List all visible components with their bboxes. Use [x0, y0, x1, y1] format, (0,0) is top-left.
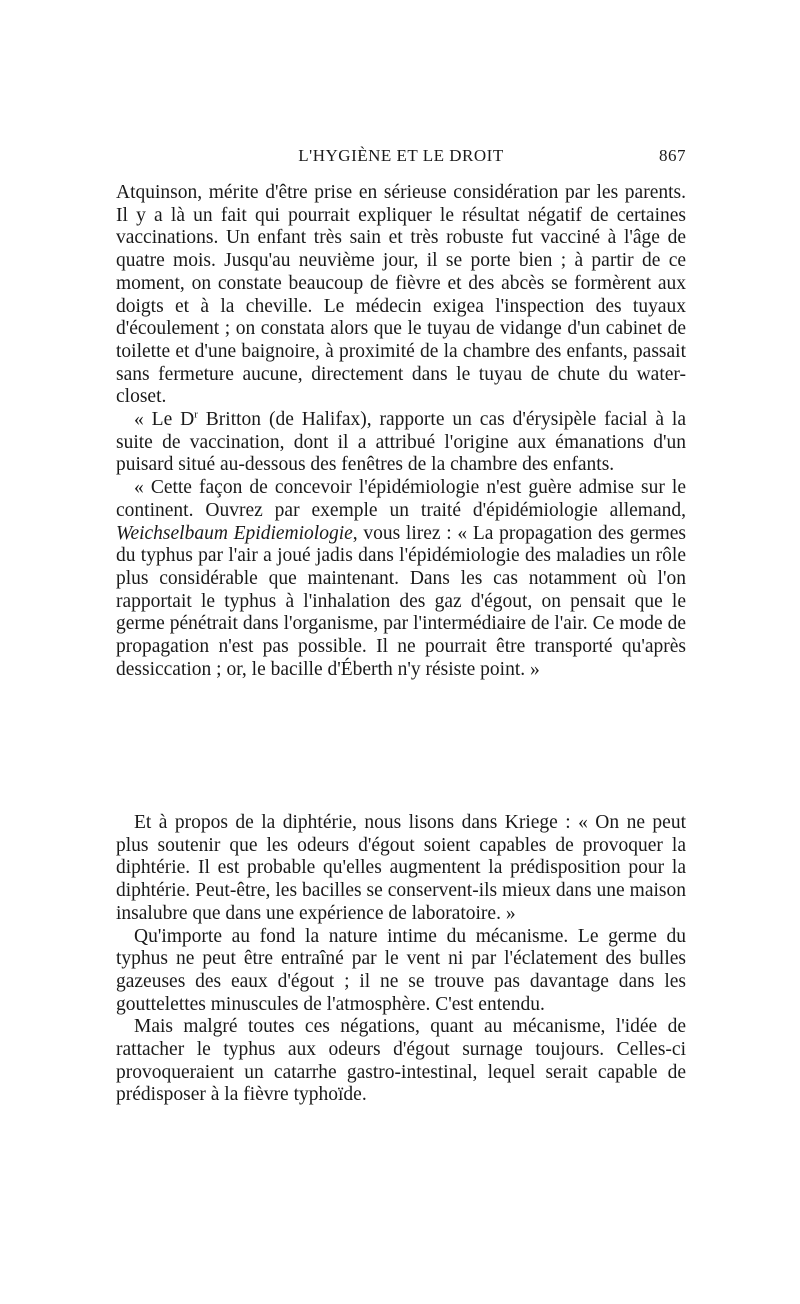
paragraph-3: [116, 477, 686, 681]
paragraph-2-rest: Britton (de Halifax), rapporte un cas d'érysipèle facial à la suite de vaccination, dont il a attribué l'origine aux émanations d'un puisard situé au-dessous des fenêtres de la chambre des enfants.: [116, 409, 686, 476]
paragraph-3-start: « Cette façon de concevoir l'épidémiologie n'est guère admise sur le continent. Ouvrez par exemple un traité d'épidémiologie allemand,: [116, 477, 686, 521]
paragraph-2-start: « Le D: [134, 409, 195, 431]
paragraph-1: Atquinson, mérite d'être prise en sérieuse considération par les parents. Il y a là un fait qui pourrait expliquer le résultat négatif de certaines vaccinations. Un enfant très sain et très robuste fut vacciné à l'âge de quatre mois. Jusqu'au neuvième jour, il se porte bien ; à partir de ce moment, on constate beaucoup de fièvre et des abcès se formèrent aux doigts et à la cheville. Le médecin exigea l'inspection des tuyaux d'écoulement ; on constata alors que le tuyau de vidange d'un cabinet de toilette et d'une baignoire, à proximité de la chambre des enfants, passait sans fermeture aucune, directement dans le tuyau de chute du water-closet.: [116, 182, 686, 408]
running-head: [116, 146, 686, 168]
paragraph-4: Et à propos de la diphtérie, nous lisons dans Kriege : « On ne peut plus soutenir que les odeurs d'égout soient capables de provoquer la diphtérie. Il est probable qu'elles augmentent la prédisposition pour la diphtérie. Peut-être, les bacilles se conservent-ils mieux dans une maison insalubre que dans une expérience de laboratoire. »: [116, 812, 686, 924]
cited-work-title: Weichselbaum Epidiemiologie: [116, 522, 353, 544]
text-block-top: [116, 182, 686, 681]
paragraph-2-superscript: r: [194, 408, 198, 421]
paragraph-5: Qu'importe au fond la nature intime du mécanisme. Le germe du typhus ne peut être entraîné par le vent ni par l'éclatement des bulles gazeuses des eaux d'égout ; il ne se trouve pas davantage dans les gouttelettes minuscules de l'atmosphère. C'est entendu.: [116, 925, 686, 1015]
paragraph-3-rest: , vous lirez : « La propagation des germes du typhus par l'air a joué jadis dans l'épidémiologie des maladies un rôle plus considérable que maintenant. Dans les cas notamment où l'on rapportait le typhus à l'inhalation des gaz d'égout, on pensait que le germe pénétrait dans l'organisme, par l'intermédiaire de l'air. Ce mode de propagation n'est pas possible. Il ne pourrait être transporté qu'après dessiccation ; or, le bacille d'Éberth n'y résiste point. »: [116, 522, 686, 680]
page-number: 867: [659, 146, 686, 165]
running-head-title: L'HYGIÈNE ET LE DROIT: [298, 146, 504, 165]
paragraph-2: [116, 409, 686, 477]
paragraph-6: Mais malgré toutes ces négations, quant au mécanisme, l'idée de rattacher le typhus aux odeurs d'égout surnage toujours. Celles-ci provoqueraient un catarrhe gastro-intestinal, lequel serait capable de prédisposer à la fièvre typhoïde.: [116, 1016, 686, 1106]
text-block-bottom: [116, 812, 686, 1107]
